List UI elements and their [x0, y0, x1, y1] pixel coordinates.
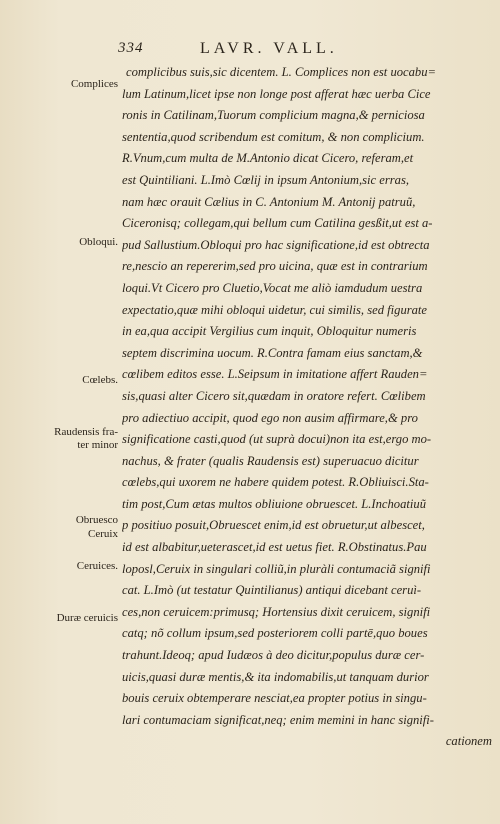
text-line: ces,non ceruicem:primusq; Hortensius dixit ceruicem, signifi [122, 604, 431, 619]
text-line: nachus, & frater (qualis Raudensis est) superuacuo dicitur [122, 453, 419, 468]
text-line: ronis in Catilinam,Tuorum complicium magna,& perniciosa [122, 108, 425, 123]
text-line: septem discrimina uocum. R.Contra famam eius sanctam,& [122, 345, 423, 360]
margin-note-line: ter minor [77, 439, 118, 451]
text-line: pud Sallustium.Obloqui pro hac significatione,id est obtrecta [122, 237, 430, 252]
margin-note [0, 374, 122, 387]
margin-note-line: Obruesco [75, 514, 118, 526]
margin-note-line: Cœlebs. [82, 374, 118, 386]
text-line: catq; nõ collum ipsum,sed posteriorem colli partē,quo boues [122, 626, 428, 641]
text-line: trahunt.Ideoq; apud Iudæos à deo dicitur,populus duræ cer- [122, 648, 425, 663]
margin-note [0, 236, 122, 249]
running-title: LAVR. VALL. [200, 40, 338, 57]
text-line: significatione casti,quod (ut suprà docui)non ita est,ergo mo- [122, 432, 432, 447]
text-line: in ea,qua accipit Vergilius cum inquit, Obloquitur numeris [122, 324, 417, 339]
text-line: loposl,Ceruix in singulari colliũ,in pluràli contumaciã signifi [122, 561, 431, 576]
text-line: Ciceronisq; collegam,qui bellum cum Catilina gesßit,ut est a- [122, 216, 433, 231]
text-line: uicis,quasi duræ mentis,& ita indomabilis,ut tanquam durior [122, 669, 429, 684]
text-line: lari contumaciam significat,neq; enim memini in hanc signifi- [122, 712, 435, 727]
text-line: expectatio,quæ mihi obloqui uidetur, cui similis, sed figurate [122, 302, 428, 317]
page-number: 334 [118, 40, 144, 56]
margin-note [0, 78, 122, 91]
text-line: nam hæc orauit Cælius in C. Antonium M. Antonij patruũ, [122, 194, 416, 209]
margin-note-line: Obloqui. [79, 236, 118, 248]
text-line: cat. L.Imò (ut testatur Quintilianus) antiqui dicebant ceruì- [122, 583, 422, 598]
text-line: R.Vnum,cum multa de M.Antonio dicat Cicero, referam,et [122, 151, 414, 166]
margin-note [0, 560, 122, 573]
margin-note [0, 528, 122, 541]
text-line: complicibus suis,sic dicentem. L. Complices non est uocabu= [126, 65, 437, 79]
text-line: sententia,quod scribendum est comitum, & non complicium. [122, 129, 425, 144]
margin-note-line: Duræ ceruicis [56, 612, 118, 624]
text-line: p positiuo posuit,Obruescet enim,id est obruetur,ut albescet, [122, 518, 425, 533]
margin-note-line: Ceruix [88, 528, 118, 540]
text-line: lum Latinum,licet ipse non longe post afferat hæc uerba Cice [122, 86, 431, 101]
text-line: est Quintiliani. L.Imò Cœlij in ipsum Antonium,sic erras, [122, 172, 409, 187]
margin-note [0, 514, 122, 527]
text-line: cœlebs,qui uxorem ne habere quidem potest. R.Obliuisci.Sta- [122, 475, 429, 490]
text-line: pro adiectiuo accipit, quod ego non ausim affirmare,& pro [122, 410, 418, 425]
text-line: re,nescio an repererim,sed pro uicina, quæ est in contrarium [122, 259, 428, 274]
text-line: loqui.Vt Cicero pro Cluetio,Vocat me aliò iamdudum uestra [122, 280, 423, 295]
text-line: cœlibem editos esse. L.Seipsum in imitatione affert Rauden= [122, 367, 428, 382]
margin-note-line: Complices [70, 78, 118, 90]
text-line: sis,quasi alter Cicero sit,quædam in oratore refert. Cœlibem [122, 388, 426, 403]
margin-note-line: Raudensis fra- [54, 426, 118, 438]
margin-note [0, 426, 122, 452]
body-text [122, 62, 492, 753]
catchword: cationem [445, 734, 492, 749]
margin-note [0, 612, 122, 625]
page-header [0, 40, 500, 60]
text-line: id est albabitur,ueterascet,id est uetus fiet. R.Obstinatus.Pau [122, 540, 427, 555]
text-line: bouis ceruix obtemperare nesciat,ea propter potius in singu- [122, 691, 427, 706]
margin-note-line: Ceruices. [76, 560, 118, 572]
text-line: tim post,Cum ætas multos obliuione obruescet. L.Inchoatiuũ [122, 496, 426, 511]
